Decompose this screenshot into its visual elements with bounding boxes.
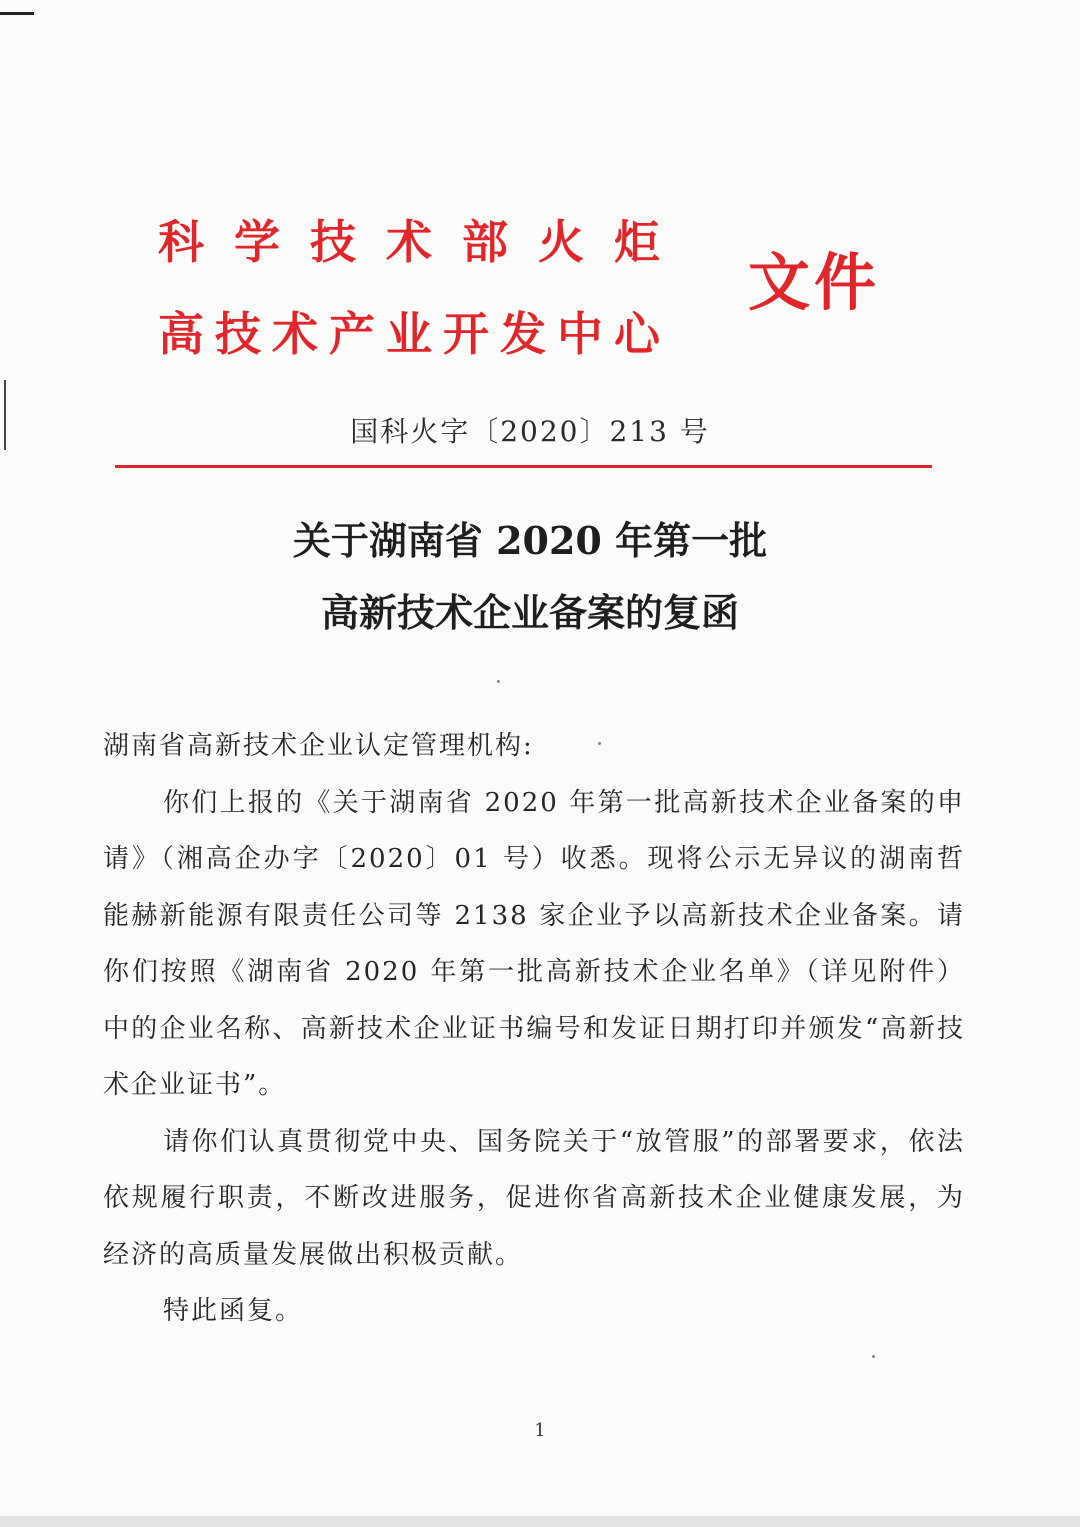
closing-remark: 特此函复。 (163, 1296, 304, 1326)
document-type-label: 文件 (748, 246, 881, 319)
document-body (103, 718, 965, 1340)
organization-name-line2: 高技术产业开发中心 (158, 307, 671, 361)
organization-name-line1: 科学技术部火炬 (158, 215, 690, 269)
document-number: 国科火字〔2020〕213 号 (350, 415, 710, 448)
title-line2: 高新技术企业备案的复函 (320, 590, 739, 635)
title-line1: 关于湖南省 2020 年第一批 (292, 518, 768, 563)
paper-speck (497, 680, 500, 683)
page-number: 1 (534, 1420, 546, 1441)
paper-speck (872, 1355, 875, 1358)
header-red-rule (115, 465, 932, 468)
paper-speck (598, 742, 601, 745)
salutation: 湖南省高新技术企业认定管理机构: (103, 731, 534, 761)
document-title (0, 505, 1060, 649)
corner-mark (0, 12, 34, 15)
body-paragraph-2: 请你们认真贯彻党中央、国务院关于“放管服”的部署要求，依法依规履行职责，不断改进服务，促进你省高新技术企业健康发展，为经济的高质量发展做出积极贡献。 (103, 1126, 965, 1270)
paper-bottom-edge (0, 1516, 1080, 1527)
body-paragraph-1: 你们上报的《关于湖南省 2020 年第一批高新技术企业备案的申请》（湘高企办字〔2020〕01 号）收悉。现将公示无异议的湖南哲能赫新能源有限责任公司等 2138 家企业予以高新技术企业备案。请你们按照《湖南省 2020 年第一批高新技术企业名单》（详见附件）中的企业名称、高新技术企业证书编号和发证日期打印并颁发“高新技术企业证书”。 (103, 787, 965, 1100)
